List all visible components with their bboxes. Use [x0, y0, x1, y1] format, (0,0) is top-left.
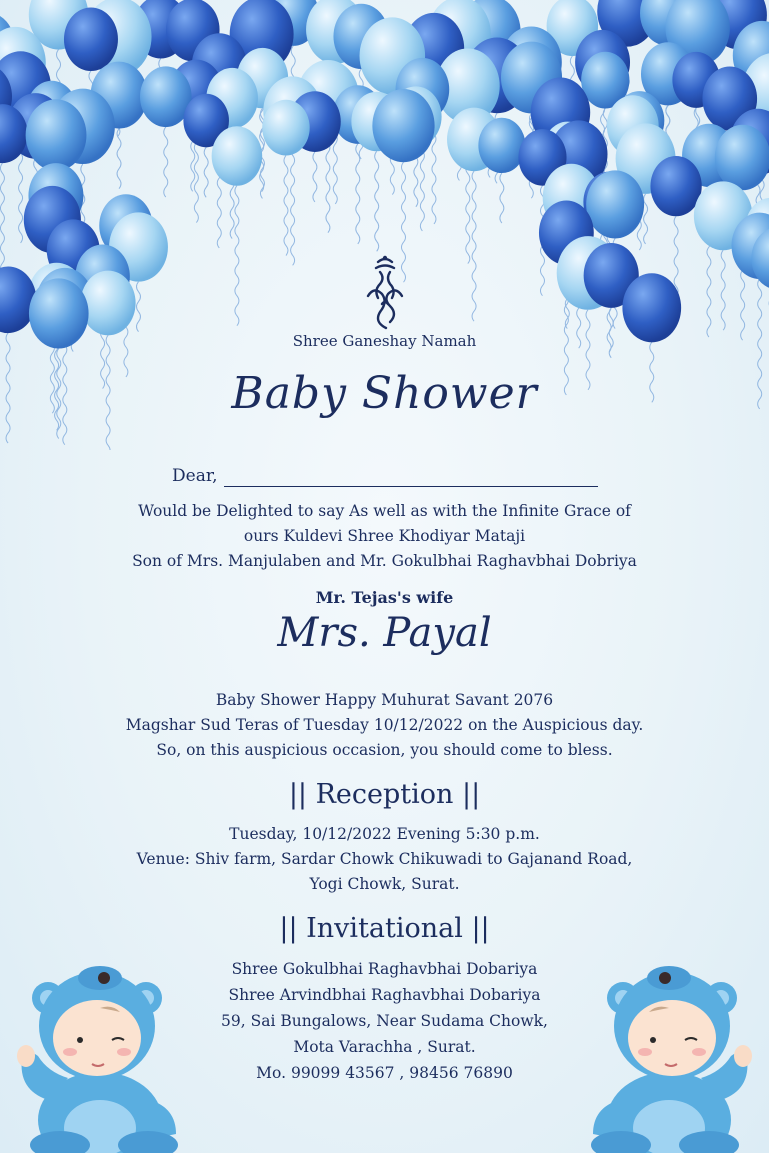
invitational-line-5: Mo. 99099 43567 , 98456 76890	[256, 1064, 513, 1082]
muhurat-line-1: Baby Shower Happy Muhurat Savant 2076	[215, 691, 554, 709]
blessing-text: Shree Ganeshay Namah	[292, 332, 477, 350]
invitational-line-4: Mota Varachha , Surat.	[293, 1038, 476, 1056]
muhurat-line-3: So, on this auspicious occasion, you should come to bless.	[156, 741, 613, 759]
dear-label: Dear,	[172, 466, 218, 486]
ganesha-icon	[356, 252, 414, 332]
intro-line-2: ours Kuldevi Shree Khodiyar Mataji	[243, 527, 526, 545]
invitational-heading: || Invitational ||	[279, 913, 490, 944]
invitational-line-2: Shree Arvindbhai Raghavbhai Dobariya	[228, 986, 541, 1004]
muhurat-line-2: Magshar Sud Teras of Tuesday 10/12/2022 on the Auspicious day.	[125, 716, 644, 734]
intro-line-1: Would be Delighted to say As well as with the Infinite Grace of	[138, 502, 631, 520]
reception-line-1: Tuesday, 10/12/2022 Evening 5:30 p.m.	[229, 825, 540, 843]
intro-line-3: Son of Mrs. Manjulaben and Mr. Gokulbhai Raghavbhai Dobriya	[132, 552, 637, 570]
page-title: Baby Shower	[231, 368, 538, 419]
reception-line-2: Venue: Shiv farm, Sardar Chowk Chikuwadi to Gajanand Road,	[136, 850, 633, 868]
honoree-relation: Mr. Tejas's wife	[315, 588, 454, 607]
babies-decoration	[0, 960, 769, 1153]
guest-name-line	[224, 486, 598, 487]
baby-bear-costume-left	[17, 966, 178, 1153]
honoree-name: Mrs. Payal	[277, 610, 492, 656]
reception-line-3: Yogi Chowk, Surat.	[309, 875, 460, 893]
reception-heading: || Reception ||	[288, 779, 481, 810]
invitational-line-3: 59, Sai Bungalows, Near Sudama Chowk,	[221, 1012, 548, 1030]
invitational-line-1: Shree Gokulbhai Raghavbhai Dobariya	[231, 960, 538, 978]
baby-bear-costume-right	[591, 966, 752, 1153]
